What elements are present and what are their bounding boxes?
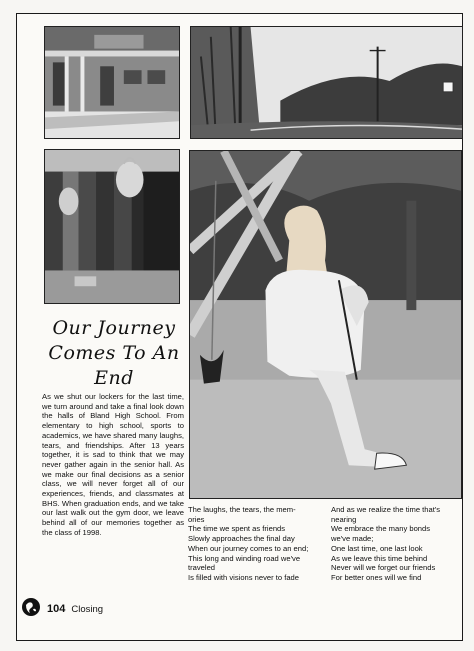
poem-line: traveled bbox=[188, 563, 216, 573]
school-building-photo bbox=[44, 26, 180, 139]
lockers-photo bbox=[44, 149, 180, 304]
page-footer bbox=[21, 598, 103, 620]
poem-line: Slowly approaches the final day bbox=[188, 534, 295, 544]
poem-line: We embrace the many bonds bbox=[331, 524, 431, 534]
poem-line: Never will we forget our friends bbox=[331, 563, 436, 573]
page-number: 104 bbox=[47, 603, 66, 615]
poem-line: Is filled with visions never to fade bbox=[188, 572, 300, 582]
poem-line: The time we spent as friends bbox=[188, 524, 286, 534]
poem-line: we've made; bbox=[331, 534, 374, 544]
poem-line: One last time, one last look bbox=[331, 543, 423, 553]
road-photo bbox=[190, 26, 463, 139]
poem-line: As we leave this time behind bbox=[331, 553, 428, 563]
headline-line-2: Comes To An bbox=[48, 342, 180, 364]
poem-line: When our journey comes to an end; bbox=[188, 543, 309, 553]
poem-line: nearing bbox=[331, 514, 357, 524]
headline-line-1: Our Journey bbox=[52, 317, 176, 339]
section-name: Closing bbox=[71, 603, 104, 615]
swing-photo bbox=[189, 150, 462, 499]
poem-line: This long and winding road we've bbox=[188, 553, 301, 563]
poem-line: The laughs, the tears, the mem- bbox=[188, 505, 296, 514]
headline-line-3: End bbox=[94, 367, 134, 389]
poem-line: For better ones will we find bbox=[331, 572, 422, 582]
article-body: As we shut our lockers for the last time, we turn around and take a final look down the halls of Bland High School. From elementary to high school, sports to academics, we have shared many laughs, tears, and friendships. After 13 years together, it is sad to think that we may never gather again in the senior hall. As we make our final decisions as a senior class, we will never forget all of our experiences, friends, and classmates at BHS. When graduation ends, and we take our last walk out the gym door, we leave behind all of our memories together as the class of 1998. bbox=[42, 392, 184, 537]
poem-right-column bbox=[331, 505, 463, 583]
poem-line: ories bbox=[188, 514, 205, 524]
poem-line: And as we realize the time that's bbox=[331, 505, 441, 514]
yearbook-globe-logo-icon bbox=[21, 597, 41, 621]
poem-left-column bbox=[188, 505, 328, 583]
article-headline bbox=[44, 316, 184, 391]
